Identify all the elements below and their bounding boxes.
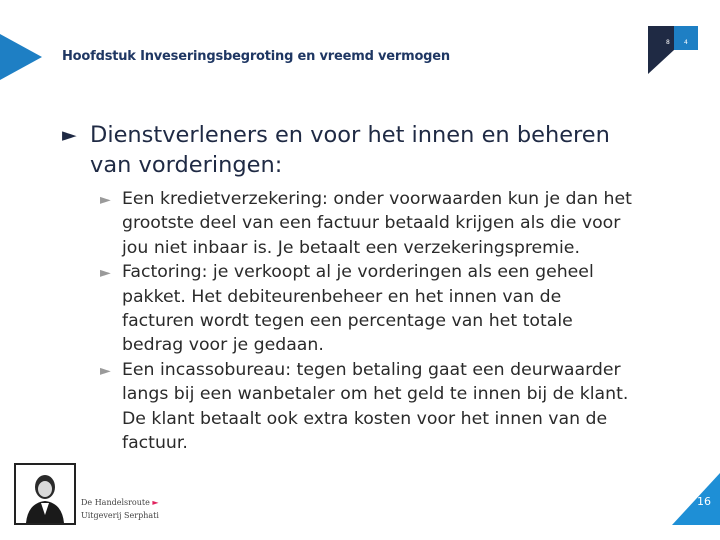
sub-bullet-incassobureau bbox=[62, 358, 702, 456]
bullet-line: Factoring: je verkoopt al je vorderingen als een geheel bbox=[122, 262, 594, 283]
publisher-imprint: Uitgeverij Serphati bbox=[81, 511, 159, 520]
bullet-arrow-icon: ► bbox=[100, 265, 111, 282]
sub-bullet-kredietverzekering bbox=[62, 187, 702, 260]
bullet-arrow-icon: ► bbox=[100, 362, 111, 379]
publisher-arrow-icon: ► bbox=[152, 498, 159, 507]
deco-letter-2: 4 bbox=[684, 39, 688, 46]
bullet-line: pakket. Het debiteurenbeheer en het innen van de bbox=[122, 286, 562, 307]
bullet-line: bedrag voor je gedaan. bbox=[122, 335, 324, 356]
bullet-line: De klant betaalt ook extra kosten voor het innen van de bbox=[122, 408, 608, 429]
sub-bullet-list bbox=[62, 187, 702, 455]
bullet-line: grootste deel van een factuur betaald krijgen als die voor bbox=[122, 213, 621, 234]
portrait-logo-icon bbox=[14, 463, 76, 525]
publisher-series: De Handelsroute bbox=[81, 498, 150, 507]
corner-decoration bbox=[648, 26, 698, 74]
publisher-block bbox=[81, 496, 159, 522]
bullet-line: Een incassobureau: tegen betaling gaat een deurwaarder bbox=[122, 359, 621, 380]
bullet-line: Een kredietverzekering: onder voorwaarden kun je dan het bbox=[122, 189, 632, 209]
main-content bbox=[62, 120, 702, 455]
heading-line: Dienstverleners en voor het innen en beheren bbox=[90, 122, 610, 148]
heading-bullet-icon: ► bbox=[62, 124, 77, 146]
page-badge bbox=[672, 473, 720, 525]
deco-letter-1: 8 bbox=[666, 39, 670, 46]
left-arrow-decoration bbox=[0, 34, 42, 80]
main-heading bbox=[62, 120, 702, 180]
bullet-line: jou niet inbaar is. Je betaalt een verzekeringspremie. bbox=[122, 237, 580, 258]
page-number: 16 bbox=[697, 495, 711, 508]
bullet-line: facturen wordt tegen een percentage van het totale bbox=[122, 311, 573, 332]
sub-bullet-factoring bbox=[62, 260, 702, 358]
bullet-line: factuur. bbox=[122, 433, 188, 454]
chapter-title: Hoofdstuk Inveseringsbegroting en vreemd vermogen bbox=[62, 49, 450, 64]
bullet-line: langs bij een wanbetaler om het geld te innen bij de klant. bbox=[122, 384, 629, 405]
bullet-arrow-icon: ► bbox=[100, 192, 111, 208]
heading-line: van vorderingen: bbox=[90, 152, 283, 178]
publisher-name-line bbox=[81, 496, 159, 509]
